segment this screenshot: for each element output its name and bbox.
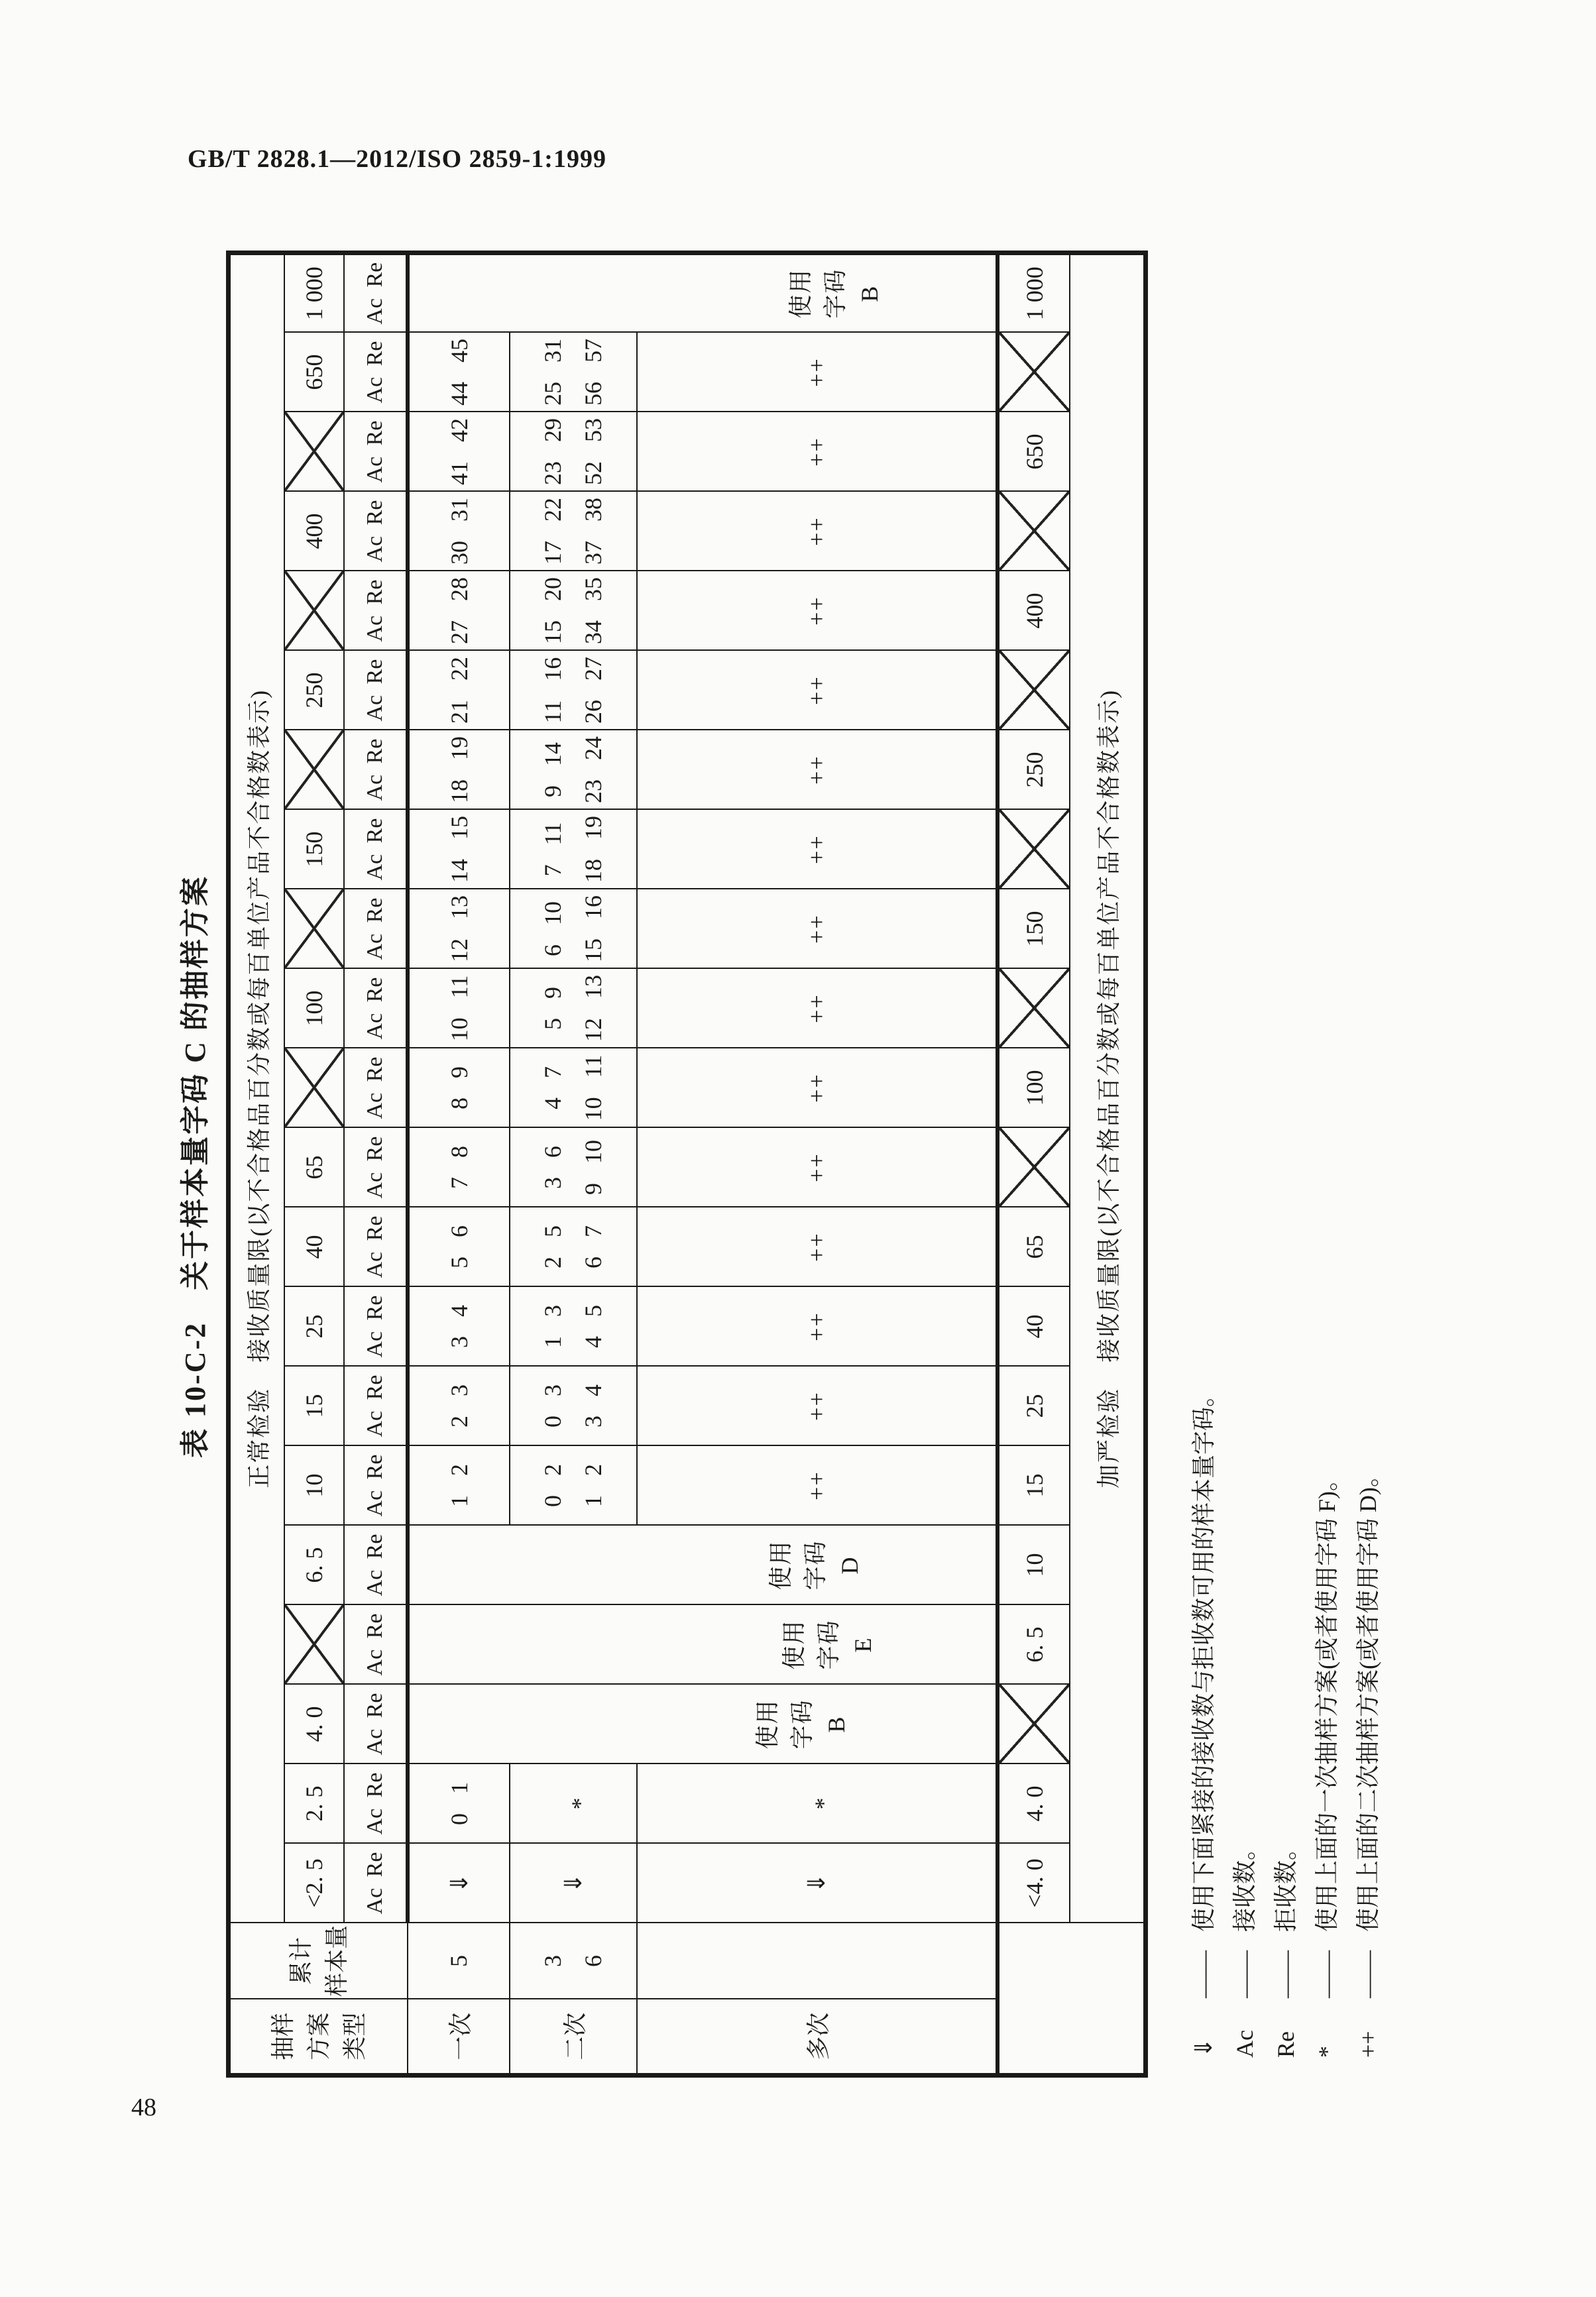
crossed-aql-cell — [997, 810, 1070, 889]
footnote-symbol: ⇓ — [1190, 2037, 1217, 2058]
aql-cell: 4. 0 — [284, 1685, 344, 1764]
crossed-aql-cell — [284, 1605, 344, 1685]
acre-value-cell: 5 6 — [408, 1207, 510, 1287]
acre-value-cell: 4 7 10 11 — [510, 1048, 637, 1128]
crossed-aql-cell — [997, 333, 1070, 412]
type-header-line: 类型 — [341, 2012, 368, 2060]
aql-cell: 250 — [284, 651, 344, 730]
footnote-separator: —— — [1273, 1950, 1299, 1998]
acre-value-cell: 25 31 56 57 — [510, 333, 637, 412]
acre-value-cell: 0 3 3 4 — [510, 1367, 637, 1446]
aql-cell: 15 — [997, 1446, 1070, 1526]
footnotes-block — [1185, 255, 1391, 2058]
aql-cell: 15 — [284, 1367, 344, 1446]
acre-value-cell: 7 11 18 19 — [510, 810, 637, 889]
acre-cell: Ac Re — [344, 1844, 408, 1923]
page-number: 48 — [131, 2094, 156, 2121]
use-code-line: B — [823, 1715, 850, 1733]
aql-cell: 40 — [284, 1207, 344, 1287]
footnote-symbol: ++ — [1355, 2031, 1381, 2058]
aql-cell: <4. 0 — [997, 1844, 1070, 1923]
footnote-symbol: * — [1314, 2046, 1340, 2058]
acre-value-cell: 44 45 — [408, 333, 510, 412]
use-code-b-cell — [408, 1685, 997, 1764]
acre-cell: Ac Re — [344, 412, 408, 492]
cum-size-value: 5 — [408, 1923, 510, 1999]
acre-value-cell: 18 19 — [408, 730, 510, 810]
use-code-line: 字码 — [788, 1699, 815, 1750]
acre-header-row — [344, 252, 408, 2075]
aql-cell: 6. 5 — [997, 1605, 1070, 1685]
aql-cell: 1 000 — [997, 252, 1070, 332]
use-code-line: 字码 — [821, 268, 848, 319]
row-type-label: 一次 — [408, 1999, 510, 2076]
aql-cell: 10 — [997, 1526, 1070, 1605]
aql-cell: 1 000 — [284, 252, 344, 332]
aql-cell: 65 — [997, 1207, 1070, 1287]
normal-aql-row — [284, 252, 344, 2075]
double-plus-cell: ++ — [637, 492, 997, 571]
double-plus-cell: ++ — [637, 1128, 997, 1207]
double-plus-cell: ++ — [637, 1048, 997, 1128]
use-code-e-cell — [408, 1605, 997, 1685]
aql-cell: 25 — [284, 1287, 344, 1367]
aql-cell: <2. 5 — [284, 1844, 344, 1923]
double-plus-cell: ++ — [637, 1287, 997, 1367]
footnote-line — [1349, 255, 1391, 2058]
crossed-aql-cell — [284, 889, 344, 969]
aql-cell: 650 — [284, 333, 344, 412]
crossed-aql-cell — [997, 1128, 1070, 1207]
use-code-line: D — [836, 1555, 864, 1575]
acre-value-cell: 23 29 52 53 — [510, 412, 637, 492]
cum-size-value-empty — [637, 1923, 997, 1999]
footnote-text: 拒收数。 — [1273, 1836, 1299, 1932]
acre-value-cell: 30 31 — [408, 492, 510, 571]
double-plus-cell: ++ — [637, 1367, 997, 1446]
use-code-line: E — [850, 1636, 877, 1653]
acre-value-cell: 6 10 15 16 — [510, 889, 637, 969]
acre-value-cell: 0 1 — [408, 1764, 510, 1844]
acre-value-cell: 27 28 — [408, 571, 510, 651]
multiple-sampling-row — [637, 252, 997, 2075]
aql-cell: 100 — [997, 1048, 1070, 1128]
acre-cell: Ac Re — [344, 1605, 408, 1685]
table-title: 表 10-C-2 关于样本量字码 C 的抽样方案 — [179, 875, 211, 1458]
acre-value-cell: 1 3 4 5 — [510, 1287, 637, 1367]
size-header-line: 样本量 — [323, 1925, 350, 1997]
normal-band-row — [229, 252, 285, 2075]
acre-value-cell: 14 15 — [408, 810, 510, 889]
acre-value-cell: 2 5 6 7 — [510, 1207, 637, 1287]
aql-cell: 2. 5 — [284, 1764, 344, 1844]
normal-inspection-band-header: 正常检验 接收质量限(以不合格品百分数或每百单位产品不合格数表示) — [229, 252, 285, 1923]
double-plus-cell: ++ — [637, 412, 997, 492]
aql-cell: 400 — [284, 492, 344, 571]
size-header-line: 累计 — [288, 1937, 314, 1986]
acre-cell: Ac Re — [344, 492, 408, 571]
acre-value-cell: 9 14 23 24 — [510, 730, 637, 810]
aql-cell: 6. 5 — [284, 1526, 344, 1605]
tightened-aql-row — [997, 252, 1070, 2075]
acre-cell: Ac Re — [344, 571, 408, 651]
acre-value-cell: 2 3 — [408, 1367, 510, 1446]
aql-cell: 400 — [997, 571, 1070, 651]
acre-cell: Ac Re — [344, 252, 408, 332]
acre-value-cell: 5 9 12 13 — [510, 969, 637, 1048]
footnote-symbol: Re — [1273, 2031, 1299, 2058]
acre-value-cell: 41 42 — [408, 412, 510, 492]
crossed-aql-cell — [284, 412, 344, 492]
use-code-d-cell — [408, 1526, 997, 1605]
footnote-line — [1185, 255, 1226, 2058]
acre-cell: Ac Re — [344, 969, 408, 1048]
size-line: 3 — [539, 1955, 566, 1967]
acre-cell: Ac Re — [344, 651, 408, 730]
tightened-band-row — [1070, 252, 1146, 2075]
acre-cell: Ac Re — [344, 1446, 408, 1526]
acre-cell: Ac Re — [344, 1128, 408, 1207]
double-plus-cell: ++ — [637, 969, 997, 1048]
use-code-line: 字码 — [801, 1540, 828, 1591]
crossed-aql-cell — [997, 492, 1070, 571]
asterisk-cell: * — [516, 1764, 644, 1844]
footnote-text: 接收数。 — [1231, 1836, 1258, 1932]
aql-cell: 150 — [997, 889, 1070, 969]
type-column-header — [229, 1999, 408, 2076]
footnote-line — [1226, 255, 1267, 2058]
double-plus-cell: ++ — [637, 810, 997, 889]
acre-cell: Ac Re — [344, 1287, 408, 1367]
acre-value-cell: 1 2 — [408, 1446, 510, 1526]
double-sampling-row — [510, 252, 637, 2075]
aql-cell: 10 — [284, 1446, 344, 1526]
aql-cell: 100 — [284, 969, 344, 1048]
single-sampling-row — [408, 252, 510, 2075]
acre-value-cell: 3 4 — [408, 1287, 510, 1367]
acre-value-cell: 11 16 26 27 — [510, 651, 637, 730]
acre-cell: Ac Re — [344, 1207, 408, 1287]
down-arrow-cell: ⇓ — [408, 1844, 510, 1923]
acre-cell: Ac Re — [344, 1526, 408, 1605]
acre-value-cell: 15 20 34 35 — [510, 571, 637, 651]
acre-value-cell: 17 22 37 38 — [510, 492, 637, 571]
use-code-b-1000-cell — [408, 252, 997, 332]
crossed-aql-cell — [284, 1048, 344, 1128]
type-header-line: 抽样 — [270, 2012, 296, 2060]
row-type-label: 多次 — [637, 1999, 997, 2076]
aql-cell: 25 — [997, 1367, 1070, 1446]
aql-cell: 650 — [997, 412, 1070, 492]
acre-cell: Ac Re — [344, 889, 408, 969]
type-header-line: 方案 — [306, 2012, 332, 2060]
aql-cell: 40 — [997, 1287, 1070, 1367]
acre-value-cell: 8 9 — [408, 1048, 510, 1128]
use-code-line: B — [856, 284, 883, 302]
crossed-aql-cell — [997, 969, 1070, 1048]
acre-cell: Ac Re — [344, 730, 408, 810]
aql-cell: 150 — [284, 810, 344, 889]
footnote-symbol: Ac — [1231, 2030, 1258, 2058]
acre-value-cell: 10 11 — [408, 969, 510, 1048]
acre-cell: Ac Re — [344, 810, 408, 889]
double-plus-cell: ++ — [637, 651, 997, 730]
rotated-table-block — [169, 255, 1381, 2078]
footnote-line — [1308, 255, 1349, 2058]
footnote-separator: —— — [1231, 1950, 1258, 1998]
acre-cell: Ac Re — [344, 1048, 408, 1128]
acre-value-cell: 7 8 — [408, 1128, 510, 1207]
footnote-text: 使用下面紧接的接收数与拒收数可用的样本量字码。 — [1190, 1382, 1217, 1932]
bottom-corner-empty-cell — [997, 1923, 1146, 2076]
double-plus-cell: ++ — [637, 1446, 997, 1526]
row-type-label: 二次 — [510, 1999, 637, 2076]
down-arrow-cell: ⇓ — [510, 1844, 637, 1923]
use-code-line: 使用 — [754, 1699, 781, 1750]
acre-value-cell: 3 6 9 10 — [510, 1128, 637, 1207]
footnote-text: 使用上面的一次抽样方案(或者使用字码 F)。 — [1314, 1467, 1340, 1932]
crossed-aql-cell — [997, 651, 1070, 730]
sampling-plan-table — [226, 251, 1148, 2078]
cum-size-value — [510, 1923, 637, 1999]
down-arrow-cell: ⇓ — [637, 1844, 997, 1923]
acre-cell: Ac Re — [344, 1367, 408, 1446]
tightened-inspection-band-header: 加严检验 接收质量限(以不合格品百分数或每百单位产品不合格数表示) — [1070, 252, 1146, 1923]
acre-cell: Ac Re — [344, 1685, 408, 1764]
aql-cell: 250 — [997, 730, 1070, 810]
double-plus-cell: ++ — [637, 889, 997, 969]
double-plus-cell: ++ — [637, 571, 997, 651]
crossed-aql-cell — [284, 571, 344, 651]
footnote-separator: —— — [1190, 1950, 1217, 1998]
aql-cell: 65 — [284, 1128, 344, 1207]
double-plus-cell: ++ — [637, 333, 997, 412]
use-code-line: 使用 — [767, 1540, 794, 1591]
acre-value-cell: 21 22 — [408, 651, 510, 730]
footnote-separator: —— — [1355, 1950, 1381, 1998]
footnote-line — [1267, 255, 1308, 2058]
double-plus-cell: ++ — [637, 730, 997, 810]
acre-value-cell: 12 13 — [408, 889, 510, 969]
crossed-aql-cell — [284, 730, 344, 810]
acre-cell: Ac Re — [344, 333, 408, 412]
crossed-aql-cell — [997, 1685, 1070, 1764]
use-code-line: 使用 — [787, 268, 814, 319]
footnote-text: 使用上面的二次抽样方案(或者使用字码 D)。 — [1355, 1463, 1381, 1932]
acre-cell: Ac Re — [344, 1764, 408, 1844]
cum-size-column-header — [229, 1923, 408, 1999]
aql-cell: 4. 0 — [997, 1764, 1070, 1844]
document-number: GB/T 2828.1—2012/ISO 2859-1:1999 — [188, 145, 606, 173]
double-plus-cell: ++ — [637, 1207, 997, 1287]
use-code-line: 字码 — [815, 1619, 842, 1670]
asterisk-cell: * — [644, 1764, 1004, 1844]
use-code-line: 使用 — [780, 1619, 807, 1670]
size-line: 6 — [580, 1955, 606, 1967]
footnote-separator: —— — [1314, 1950, 1340, 1998]
acre-value-cell: 0 2 1 2 — [510, 1446, 637, 1526]
